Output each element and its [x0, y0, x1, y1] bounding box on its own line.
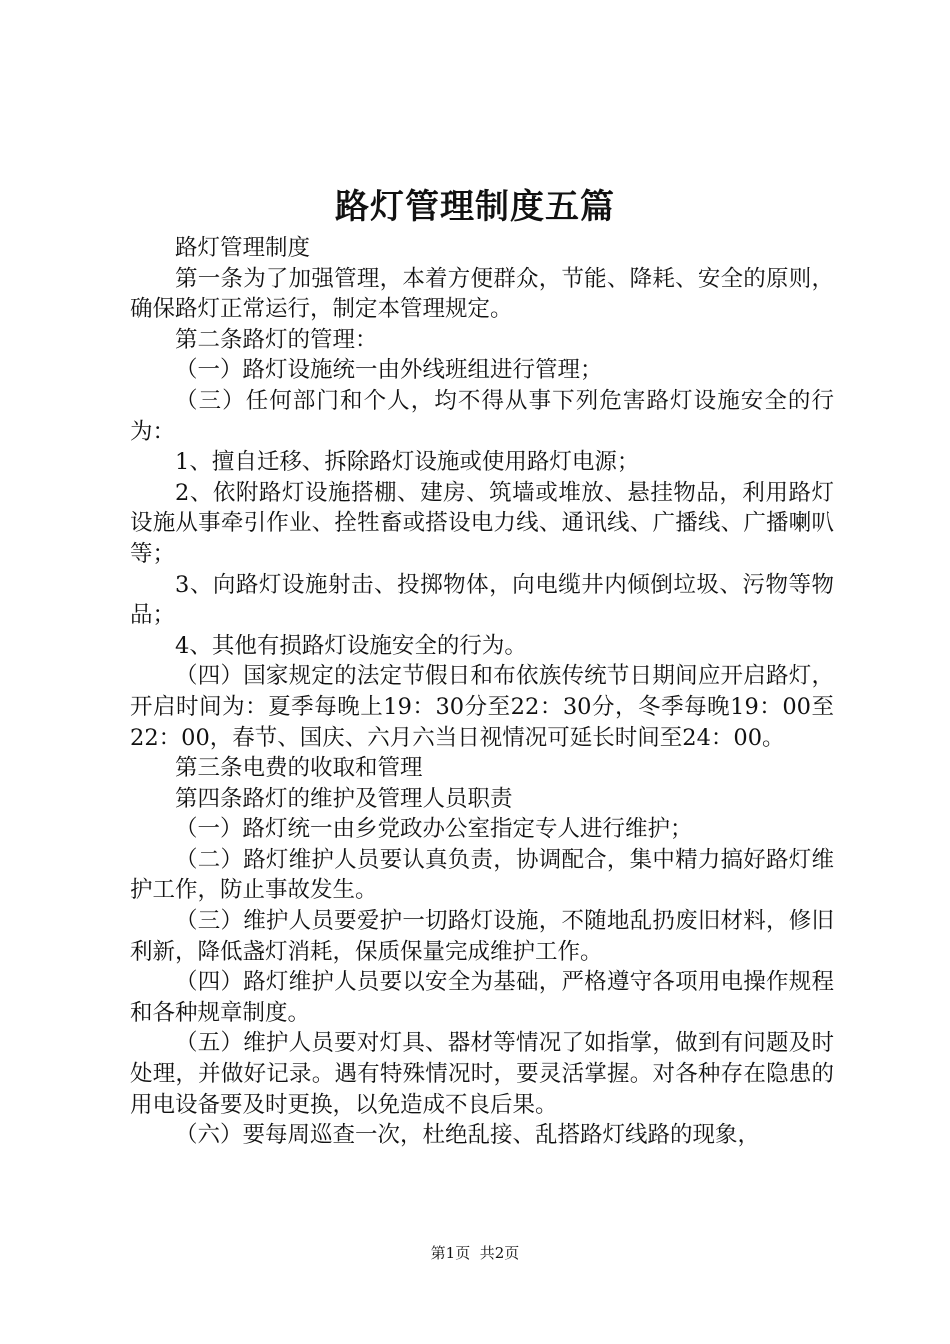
paragraph: 第二条路灯的管理： [175, 326, 378, 353]
paragraph: 2、依附路灯设施搭棚、建房、筑墙或堆放、悬挂物品，利用路灯设施从事牵引作业、拴牲畜或搭设电力线、通讯线、广播线、广播喇叭等； [130, 479, 834, 567]
page-total: 共2页 [479, 1244, 520, 1262]
paragraph: （一）路灯统一由乡党政办公室指定专人进行维护； [175, 816, 693, 843]
paragraph: （三）维护人员要爱护一切路灯设施，不随地乱扔废旧材料，修旧利新，降低盏灯消耗，保质保量完成维护工作。 [130, 908, 834, 965]
paragraph: 路灯管理制度 [175, 235, 311, 261]
paragraph: （五）维护人员要对灯具、器材等情况了如指掌，做到有问题及时处理，并做好记录。遇有特殊情况时，要灵活掌握。对各种存在隐患的用电设备要及时更换，以免造成不良后果。 [130, 1030, 834, 1118]
document-title: 路灯管理制度五篇 [335, 187, 615, 227]
paragraph: 4、其他有损路灯设施安全的行为。 [175, 632, 527, 659]
paragraph: 第一条为了加强管理，本着方便群众，节能、降耗、安全的原则，确保路灯正常运行，制定本管理规定。 [130, 265, 834, 323]
paragraph: 3、向路灯设施射击、投掷物体，向电缆井内倾倒垃圾、污物等物品； [130, 571, 834, 629]
page-footer [0, 1242, 950, 1264]
paragraph: （四）国家规定的法定节假日和布依族传统节日期间应开启路灯，开启时间为：夏季每晚上19：30分至22：30分，冬季每晚19：00至22：00，春节、国庆、六月六当日视情况可延长时间至24：00。 [130, 663, 834, 751]
document-body [130, 233, 834, 1151]
paragraph: （二）路灯维护人员要认真负责，协调配合，集中精力搞好路灯维护工作，防止事故发生。 [130, 846, 834, 904]
paragraph: （六）要每周巡查一次，杜绝乱接、乱搭路灯线路的现象， [175, 1122, 761, 1149]
page-number: 第1页 [430, 1244, 471, 1262]
paragraph: 第四条路灯的维护及管理人员职责 [175, 785, 513, 812]
paragraph: 第三条电费的收取和管理 [175, 755, 423, 782]
paragraph: （一）路灯设施统一由外线班组进行管理； [175, 357, 603, 384]
footer-separator [470, 1244, 480, 1262]
paragraph: （三）任何部门和个人，均不得从事下列危害路灯设施安全的行为： [130, 387, 834, 445]
paragraph: （四）路灯维护人员要以安全为基础，严格遵守各项用电操作规程和各种规章制度。 [130, 969, 834, 1026]
paragraph: 1、擅自迁移、拆除路灯设施或使用路灯电源； [175, 449, 640, 476]
